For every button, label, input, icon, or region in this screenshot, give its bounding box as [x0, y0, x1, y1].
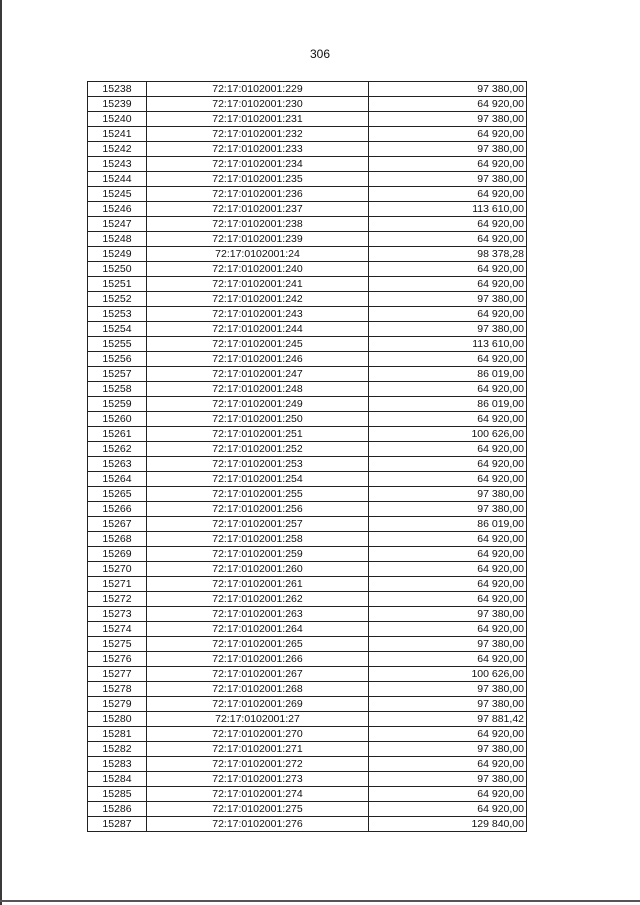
table-row	[88, 547, 527, 562]
table-row	[88, 772, 527, 787]
table-row	[88, 817, 527, 832]
row-number-cell: 15283	[88, 757, 147, 772]
row-number-cell: 15253	[88, 307, 147, 322]
cadastral-number-cell: 72:17:0102001:229	[147, 82, 369, 97]
table-row	[88, 112, 527, 127]
value-cell: 97 380,00	[369, 112, 527, 127]
table-row	[88, 187, 527, 202]
row-number-cell: 15281	[88, 727, 147, 742]
table-row	[88, 352, 527, 367]
row-number-cell: 15252	[88, 292, 147, 307]
cadastral-number-cell: 72:17:0102001:237	[147, 202, 369, 217]
value-cell: 64 920,00	[369, 472, 527, 487]
row-number-cell: 15239	[88, 97, 147, 112]
cadastral-number-cell: 72:17:0102001:234	[147, 157, 369, 172]
row-number-cell: 15240	[88, 112, 147, 127]
cadastral-number-cell: 72:17:0102001:240	[147, 262, 369, 277]
row-number-cell: 15246	[88, 202, 147, 217]
value-cell: 64 920,00	[369, 127, 527, 142]
cadastral-number-cell: 72:17:0102001:254	[147, 472, 369, 487]
cadastral-number-cell: 72:17:0102001:239	[147, 232, 369, 247]
row-number-cell: 15265	[88, 487, 147, 502]
cadastral-number-cell: 72:17:0102001:243	[147, 307, 369, 322]
value-cell: 97 380,00	[369, 637, 527, 652]
table-row	[88, 652, 527, 667]
row-number-cell: 15268	[88, 532, 147, 547]
row-number-cell: 15274	[88, 622, 147, 637]
table-row	[88, 232, 527, 247]
cadastral-number-cell: 72:17:0102001:246	[147, 352, 369, 367]
value-cell: 64 920,00	[369, 412, 527, 427]
table-row	[88, 442, 527, 457]
value-cell: 97 380,00	[369, 772, 527, 787]
value-cell: 86 019,00	[369, 517, 527, 532]
cadastral-number-cell: 72:17:0102001:259	[147, 547, 369, 562]
row-number-cell: 15261	[88, 427, 147, 442]
row-number-cell: 15245	[88, 187, 147, 202]
value-cell: 64 920,00	[369, 532, 527, 547]
row-number-cell: 15254	[88, 322, 147, 337]
cadastral-number-cell: 72:17:0102001:273	[147, 772, 369, 787]
cadastral-number-cell: 72:17:0102001:242	[147, 292, 369, 307]
row-number-cell: 15269	[88, 547, 147, 562]
value-cell: 113 610,00	[369, 202, 527, 217]
cadastral-number-cell: 72:17:0102001:263	[147, 607, 369, 622]
row-number-cell: 15280	[88, 712, 147, 727]
row-number-cell: 15278	[88, 682, 147, 697]
table-row	[88, 322, 527, 337]
table-row	[88, 562, 527, 577]
table-row	[88, 307, 527, 322]
cadastral-number-cell: 72:17:0102001:235	[147, 172, 369, 187]
row-number-cell: 15251	[88, 277, 147, 292]
cadastral-number-cell: 72:17:0102001:244	[147, 322, 369, 337]
value-cell: 86 019,00	[369, 397, 527, 412]
value-cell: 64 920,00	[369, 157, 527, 172]
table-row	[88, 337, 527, 352]
cadastral-number-cell: 72:17:0102001:251	[147, 427, 369, 442]
row-number-cell: 15250	[88, 262, 147, 277]
table-row	[88, 802, 527, 817]
page-number: 306	[309, 47, 331, 61]
table-row	[88, 757, 527, 772]
table-body	[88, 82, 527, 832]
table-row	[88, 397, 527, 412]
table-row	[88, 97, 527, 112]
row-number-cell: 15277	[88, 667, 147, 682]
row-number-cell: 15242	[88, 142, 147, 157]
table-row	[88, 277, 527, 292]
scan-left-edge	[0, 0, 2, 905]
value-cell: 97 380,00	[369, 697, 527, 712]
value-cell: 64 920,00	[369, 232, 527, 247]
table-row	[88, 502, 527, 517]
table-row	[88, 592, 527, 607]
cadastral-number-cell: 72:17:0102001:247	[147, 367, 369, 382]
row-number-cell: 15279	[88, 697, 147, 712]
table-row	[88, 427, 527, 442]
table-row	[88, 82, 527, 97]
cadastral-number-cell: 72:17:0102001:268	[147, 682, 369, 697]
table-row	[88, 787, 527, 802]
row-number-cell: 15273	[88, 607, 147, 622]
value-cell: 64 920,00	[369, 382, 527, 397]
row-number-cell: 15272	[88, 592, 147, 607]
cadastral-number-cell: 72:17:0102001:238	[147, 217, 369, 232]
row-number-cell: 15270	[88, 562, 147, 577]
value-cell: 64 920,00	[369, 307, 527, 322]
table-row	[88, 367, 527, 382]
table-row	[88, 247, 527, 262]
row-number-cell: 15247	[88, 217, 147, 232]
cadastral-number-cell: 72:17:0102001:264	[147, 622, 369, 637]
value-cell: 97 380,00	[369, 292, 527, 307]
value-cell: 100 626,00	[369, 427, 527, 442]
value-cell: 64 920,00	[369, 757, 527, 772]
value-cell: 64 920,00	[369, 262, 527, 277]
cadastral-number-cell: 72:17:0102001:24	[147, 247, 369, 262]
cadastral-number-cell: 72:17:0102001:276	[147, 817, 369, 832]
row-number-cell: 15258	[88, 382, 147, 397]
table-row	[88, 127, 527, 142]
value-cell: 97 380,00	[369, 82, 527, 97]
value-cell: 64 920,00	[369, 787, 527, 802]
row-number-cell: 15238	[88, 82, 147, 97]
row-number-cell: 15276	[88, 652, 147, 667]
cadastral-number-cell: 72:17:0102001:249	[147, 397, 369, 412]
value-cell: 64 920,00	[369, 652, 527, 667]
table-row	[88, 577, 527, 592]
row-number-cell: 15284	[88, 772, 147, 787]
table-row	[88, 412, 527, 427]
row-number-cell: 15244	[88, 172, 147, 187]
row-number-cell: 15271	[88, 577, 147, 592]
cadastral-number-cell: 72:17:0102001:231	[147, 112, 369, 127]
cadastral-number-cell: 72:17:0102001:255	[147, 487, 369, 502]
row-number-cell: 15259	[88, 397, 147, 412]
value-cell: 129 840,00	[369, 817, 527, 832]
cadastral-number-cell: 72:17:0102001:253	[147, 457, 369, 472]
cadastral-number-cell: 72:17:0102001:232	[147, 127, 369, 142]
row-number-cell: 15263	[88, 457, 147, 472]
table-row	[88, 472, 527, 487]
row-number-cell: 15249	[88, 247, 147, 262]
cadastral-number-cell: 72:17:0102001:275	[147, 802, 369, 817]
table-row	[88, 457, 527, 472]
cadastral-number-cell: 72:17:0102001:256	[147, 502, 369, 517]
cadastral-number-cell: 72:17:0102001:272	[147, 757, 369, 772]
value-cell: 97 380,00	[369, 142, 527, 157]
cadastral-number-cell: 72:17:0102001:233	[147, 142, 369, 157]
cadastral-number-cell: 72:17:0102001:236	[147, 187, 369, 202]
value-cell: 97 380,00	[369, 487, 527, 502]
table-row	[88, 697, 527, 712]
value-cell: 64 920,00	[369, 547, 527, 562]
row-number-cell: 15256	[88, 352, 147, 367]
row-number-cell: 15275	[88, 637, 147, 652]
table-row	[88, 727, 527, 742]
cadastral-number-cell: 72:17:0102001:27	[147, 712, 369, 727]
row-number-cell: 15248	[88, 232, 147, 247]
table-row	[88, 262, 527, 277]
row-number-cell: 15266	[88, 502, 147, 517]
value-cell: 97 380,00	[369, 322, 527, 337]
value-cell: 97 881,42	[369, 712, 527, 727]
value-cell: 64 920,00	[369, 442, 527, 457]
value-cell: 64 920,00	[369, 457, 527, 472]
cadastral-number-cell: 72:17:0102001:248	[147, 382, 369, 397]
value-cell: 64 920,00	[369, 217, 527, 232]
value-cell: 98 378,28	[369, 247, 527, 262]
table-row	[88, 172, 527, 187]
cadastral-number-cell: 72:17:0102001:265	[147, 637, 369, 652]
table-row	[88, 142, 527, 157]
cadastral-number-cell: 72:17:0102001:270	[147, 727, 369, 742]
cadastral-number-cell: 72:17:0102001:271	[147, 742, 369, 757]
cadastral-number-cell: 72:17:0102001:274	[147, 787, 369, 802]
cadastral-value-table	[87, 81, 527, 832]
value-cell: 64 920,00	[369, 97, 527, 112]
table-row	[88, 607, 527, 622]
value-cell: 64 920,00	[369, 187, 527, 202]
cadastral-number-cell: 72:17:0102001:230	[147, 97, 369, 112]
table-row	[88, 217, 527, 232]
row-number-cell: 15243	[88, 157, 147, 172]
table-row	[88, 382, 527, 397]
row-number-cell: 15241	[88, 127, 147, 142]
value-cell: 64 920,00	[369, 592, 527, 607]
value-cell: 64 920,00	[369, 802, 527, 817]
value-cell: 64 920,00	[369, 562, 527, 577]
table-row	[88, 682, 527, 697]
table-row	[88, 202, 527, 217]
table-row	[88, 532, 527, 547]
row-number-cell: 15257	[88, 367, 147, 382]
table-row	[88, 712, 527, 727]
table-row	[88, 487, 527, 502]
value-cell: 97 380,00	[369, 682, 527, 697]
value-cell: 100 626,00	[369, 667, 527, 682]
cadastral-number-cell: 72:17:0102001:245	[147, 337, 369, 352]
value-cell: 64 920,00	[369, 577, 527, 592]
row-number-cell: 15287	[88, 817, 147, 832]
value-cell: 64 920,00	[369, 727, 527, 742]
scan-bottom-edge	[0, 900, 640, 902]
row-number-cell: 15286	[88, 802, 147, 817]
cadastral-number-cell: 72:17:0102001:250	[147, 412, 369, 427]
value-cell: 113 610,00	[369, 337, 527, 352]
table-row	[88, 637, 527, 652]
value-cell: 97 380,00	[369, 742, 527, 757]
row-number-cell: 15285	[88, 787, 147, 802]
row-number-cell: 15262	[88, 442, 147, 457]
value-cell: 97 380,00	[369, 607, 527, 622]
cadastral-number-cell: 72:17:0102001:258	[147, 532, 369, 547]
row-number-cell: 15264	[88, 472, 147, 487]
value-cell: 97 380,00	[369, 502, 527, 517]
value-cell: 64 920,00	[369, 277, 527, 292]
cadastral-number-cell: 72:17:0102001:266	[147, 652, 369, 667]
table-row	[88, 742, 527, 757]
row-number-cell: 15267	[88, 517, 147, 532]
cadastral-number-cell: 72:17:0102001:241	[147, 277, 369, 292]
row-number-cell: 15260	[88, 412, 147, 427]
table-row	[88, 622, 527, 637]
value-cell: 64 920,00	[369, 622, 527, 637]
cadastral-number-cell: 72:17:0102001:267	[147, 667, 369, 682]
value-cell: 97 380,00	[369, 172, 527, 187]
row-number-cell: 15255	[88, 337, 147, 352]
table-row	[88, 517, 527, 532]
value-cell: 86 019,00	[369, 367, 527, 382]
cadastral-number-cell: 72:17:0102001:257	[147, 517, 369, 532]
cadastral-number-cell: 72:17:0102001:269	[147, 697, 369, 712]
row-number-cell: 15282	[88, 742, 147, 757]
cadastral-number-cell: 72:17:0102001:262	[147, 592, 369, 607]
table-row	[88, 667, 527, 682]
cadastral-number-cell: 72:17:0102001:260	[147, 562, 369, 577]
value-cell: 64 920,00	[369, 352, 527, 367]
cadastral-number-cell: 72:17:0102001:252	[147, 442, 369, 457]
table-row	[88, 157, 527, 172]
cadastral-number-cell: 72:17:0102001:261	[147, 577, 369, 592]
table-row	[88, 292, 527, 307]
